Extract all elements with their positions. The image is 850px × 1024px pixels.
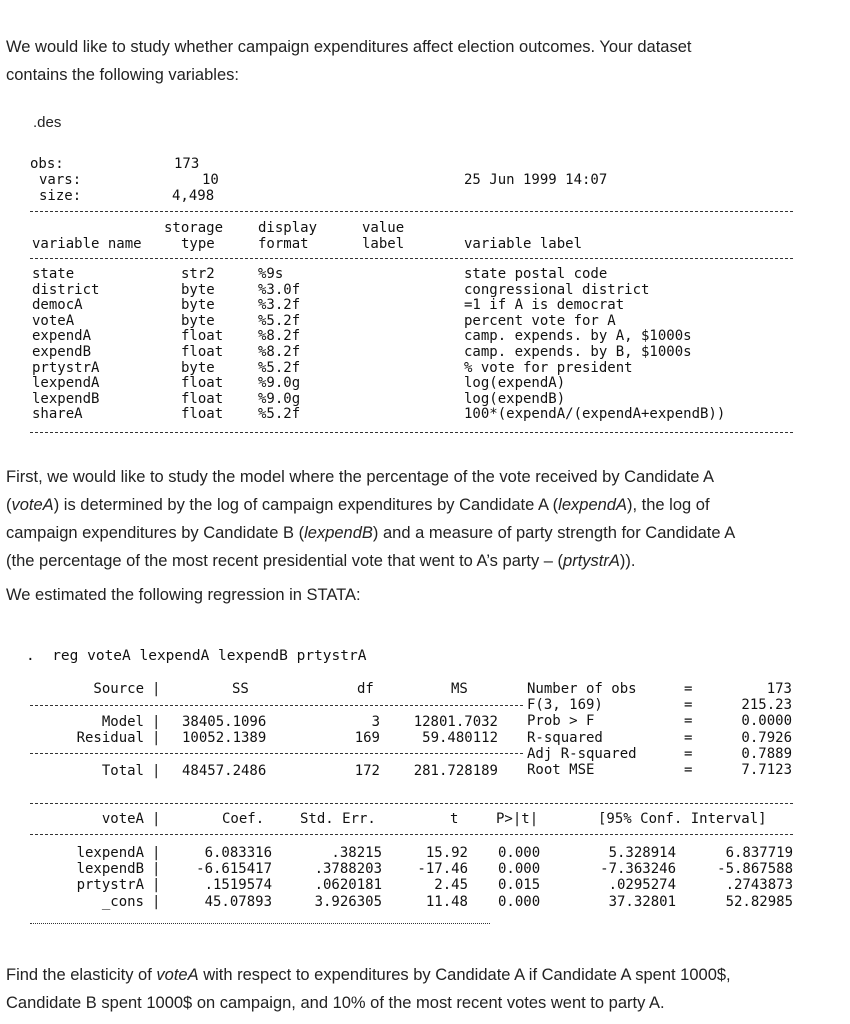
variable-name: prtystrA: [32, 359, 100, 376]
variable-name: expendA: [32, 328, 92, 345]
anova-ss: 48457.2486: [182, 763, 267, 779]
coef-ci-low: 37.32801: [608, 893, 676, 910]
pipe: |: [152, 893, 161, 910]
coef-t: 11.48: [425, 893, 468, 910]
anova-ms: 59.480112: [422, 730, 498, 746]
header-label: label: [362, 236, 405, 252]
anova-header-ms: MS: [451, 681, 468, 697]
divider: [30, 834, 793, 835]
obs-label: obs:: [30, 156, 64, 172]
stat-label: Number of obs: [527, 681, 637, 697]
text: Find the elasticity of: [6, 966, 157, 984]
variable-format: %9.0g: [258, 375, 301, 392]
coef-var: _cons: [101, 893, 144, 910]
anova-ms: 12801.7032: [413, 714, 498, 730]
variable-format: %9.0g: [258, 390, 301, 407]
anova-ss: 10052.1389: [182, 730, 267, 746]
anova-df: 169: [354, 730, 380, 746]
variable-name: democA: [32, 297, 83, 314]
variable-label: =1 if A is democrat: [464, 297, 625, 314]
header-value: value: [362, 220, 405, 236]
anova-ss: 38405.1096: [182, 714, 267, 730]
coef-ci-low: -7.363246: [600, 861, 676, 878]
coef-header-p: P>|t|: [496, 811, 539, 827]
stat-value: 173: [766, 681, 792, 697]
coef-ci-high: -5.867588: [717, 861, 793, 878]
variable-format: %9s: [258, 266, 284, 282]
divider: [30, 753, 523, 754]
variable-type: byte: [181, 312, 215, 329]
coef-ci-high: 6.837719: [725, 845, 793, 861]
describe-command: .des: [33, 114, 62, 131]
model-line-4: [6, 547, 735, 575]
size-value: 4,498: [172, 188, 215, 204]
stat-label: Root MSE: [527, 762, 595, 778]
vars-value: 10: [202, 172, 219, 188]
variable-format: %3.2f: [258, 297, 301, 314]
intro-line-1: We would like to study whether campaign expenditures affect election outcomes. Your dataset: [6, 38, 692, 56]
stat-label: Adj R-squared: [527, 745, 637, 762]
divider: [30, 432, 793, 433]
variable-label: state postal code: [464, 266, 608, 282]
var-lexpendA: lexpendA: [558, 496, 627, 514]
coef-ci-high: 52.82985: [725, 893, 793, 910]
pipe: |: [152, 714, 161, 730]
coef-se: .0620181: [314, 877, 382, 894]
intro-paragraph: [6, 33, 691, 89]
variable-type: byte: [181, 297, 215, 314]
header-format: format: [258, 236, 309, 252]
model-line-3: [6, 519, 735, 547]
text: with respect to expenditures by Candidate A if Candidate A spent 1000$,: [198, 966, 731, 984]
coef-var: lexpendB: [76, 861, 144, 878]
coef-se: .38215: [331, 845, 382, 861]
anova-df: 3: [371, 714, 380, 730]
variable-name: shareA: [32, 406, 83, 423]
stat-value: 0.0000: [741, 713, 792, 730]
stat-equals: =: [684, 762, 693, 778]
vars-label: vars:: [39, 172, 82, 188]
variable-type: float: [181, 344, 224, 360]
divider: [30, 705, 523, 706]
pipe: |: [152, 681, 161, 697]
anova-source: Residual: [76, 730, 144, 746]
question-paragraph: [6, 961, 731, 1017]
obs-value: 173: [174, 156, 200, 172]
coef-value: 45.07893: [204, 893, 272, 910]
pipe: |: [152, 763, 161, 779]
coef-t: -17.46: [417, 861, 468, 878]
coef-se: .3788203: [314, 861, 382, 878]
coef-t: 15.92: [425, 845, 468, 861]
question-line-2: Candidate B spent 1000$ on campaign, and 10% of the most recent votes went to party A.: [6, 994, 665, 1012]
model-line-1: First, we would like to study the model where the percentage of the vote received by Candidate A: [6, 468, 715, 486]
variable-label: log(expendA): [464, 375, 566, 392]
stat-value: 7.7123: [741, 762, 792, 778]
question-line-1: [6, 961, 731, 989]
coef-ci-high: .2743873: [725, 877, 793, 894]
variable-name: voteA: [32, 312, 75, 329]
size-label: size:: [39, 188, 82, 204]
variable-type: byte: [181, 359, 215, 376]
variable-format: %8.2f: [258, 344, 301, 360]
stat-value: 0.7926: [741, 729, 792, 746]
stat-equals: =: [684, 681, 693, 697]
coef-value: -6.615417: [196, 861, 272, 878]
variable-label: camp. expends. by A, $1000s: [464, 328, 692, 345]
stat-label: Prob > F: [527, 713, 595, 730]
var-lexpendB: lexpendB: [304, 524, 373, 542]
coef-p: 0.000: [498, 845, 541, 861]
model-paragraph: [6, 463, 735, 609]
stat-label: R-squared: [527, 729, 603, 746]
coef-header-t: t: [450, 811, 459, 827]
coef-header-dep: voteA: [101, 811, 144, 827]
text: ) and a measure of party strength for Candidate A: [372, 524, 736, 542]
coef-p: 0.000: [498, 861, 541, 878]
variable-format: %5.2f: [258, 312, 301, 329]
coef-se: 3.926305: [314, 893, 382, 910]
coef-var: lexpendA: [76, 845, 144, 861]
model-line-5: We estimated the following regression in STATA:: [6, 586, 361, 604]
stat-label: F(3, 169): [527, 697, 603, 714]
coef-ci-low: .0295274: [608, 877, 676, 894]
coef-value: 6.083316: [204, 845, 272, 861]
variable-name: state: [32, 266, 75, 282]
variable-type: float: [181, 328, 224, 345]
variable-label: congressional district: [464, 281, 650, 298]
anova-source: Total: [101, 763, 144, 779]
variable-label: 100*(expendA/(expendA+expendB)): [464, 406, 726, 423]
anova-df: 172: [354, 763, 380, 779]
divider: [30, 258, 793, 259]
var-voteA: voteA: [156, 966, 199, 984]
model-line-2: [6, 491, 735, 519]
coef-ci-low: 5.328914: [608, 845, 676, 861]
variable-type: float: [181, 406, 224, 423]
pipe: |: [152, 861, 161, 878]
stat-equals: =: [684, 745, 693, 762]
anova-header-ss: SS: [232, 681, 249, 697]
variable-name: district: [32, 281, 100, 298]
header-variable-label: variable label: [464, 236, 583, 252]
header-storage: storage: [164, 220, 224, 236]
coef-p: 0.015: [498, 877, 541, 894]
variable-format: %8.2f: [258, 328, 301, 345]
variable-type: float: [181, 390, 224, 407]
pipe: |: [152, 845, 161, 861]
dataset-date: 25 Jun 1999 14:07: [464, 172, 608, 188]
variable-format: %5.2f: [258, 406, 301, 423]
var-prtystrA: prtystrA: [563, 552, 620, 570]
anova-header-df: df: [357, 681, 374, 697]
coef-t: 2.45: [434, 877, 468, 894]
variable-label: log(expendB): [464, 390, 566, 407]
intro-line-2: contains the following variables:: [6, 66, 239, 84]
coef-header-coef: Coef.: [222, 811, 265, 827]
text: ), the log of: [626, 496, 710, 514]
header-display: display: [258, 220, 318, 236]
variable-format: %3.0f: [258, 281, 301, 298]
variable-name: expendB: [32, 344, 92, 360]
stat-equals: =: [684, 697, 693, 714]
variable-name: lexpendB: [32, 390, 100, 407]
variable-type: float: [181, 375, 224, 392]
coef-value: .1519574: [204, 877, 272, 894]
anova-header-source: Source: [93, 681, 144, 697]
text: (: [6, 496, 12, 514]
stat-equals: =: [684, 713, 693, 730]
divider: [30, 803, 793, 804]
variable-name: lexpendA: [32, 375, 100, 392]
coef-var: prtystrA: [76, 877, 144, 894]
variable-type: byte: [181, 281, 215, 298]
stat-equals: =: [684, 729, 693, 746]
pipe: |: [152, 877, 161, 894]
coef-header-ci: [95% Conf. Interval]: [598, 811, 767, 827]
variable-label: percent vote for A: [464, 312, 616, 329]
stat-value: 0.7889: [741, 745, 792, 762]
divider: [30, 211, 793, 212]
anova-ms: 281.728189: [413, 763, 498, 779]
regression-command: . reg voteA lexpendA lexpendB prtystrA: [26, 648, 367, 664]
variable-label: % vote for president: [464, 359, 633, 376]
variable-format: %5.2f: [258, 359, 301, 376]
anova-source: Model: [101, 714, 144, 730]
coef-header-se: Std. Err.: [300, 811, 376, 827]
variable-type: str2: [181, 266, 215, 282]
var-voteA: voteA: [11, 496, 54, 514]
pipe: |: [152, 811, 161, 827]
text: (the percentage of the most recent presidential vote that went to A’s party – (: [6, 552, 564, 570]
text: )).: [619, 552, 636, 570]
text: ) is determined by the log of campaign expenditures by Candidate A (: [53, 496, 559, 514]
pipe: |: [152, 730, 161, 746]
header-type: type: [181, 236, 215, 252]
variable-label: camp. expends. by B, $1000s: [464, 344, 692, 360]
coef-p: 0.000: [498, 893, 541, 910]
divider: [30, 923, 490, 924]
text: campaign expenditures by Candidate B (: [6, 524, 305, 542]
stat-value: 215.23: [741, 697, 792, 714]
header-variable-name: variable name: [32, 236, 142, 252]
